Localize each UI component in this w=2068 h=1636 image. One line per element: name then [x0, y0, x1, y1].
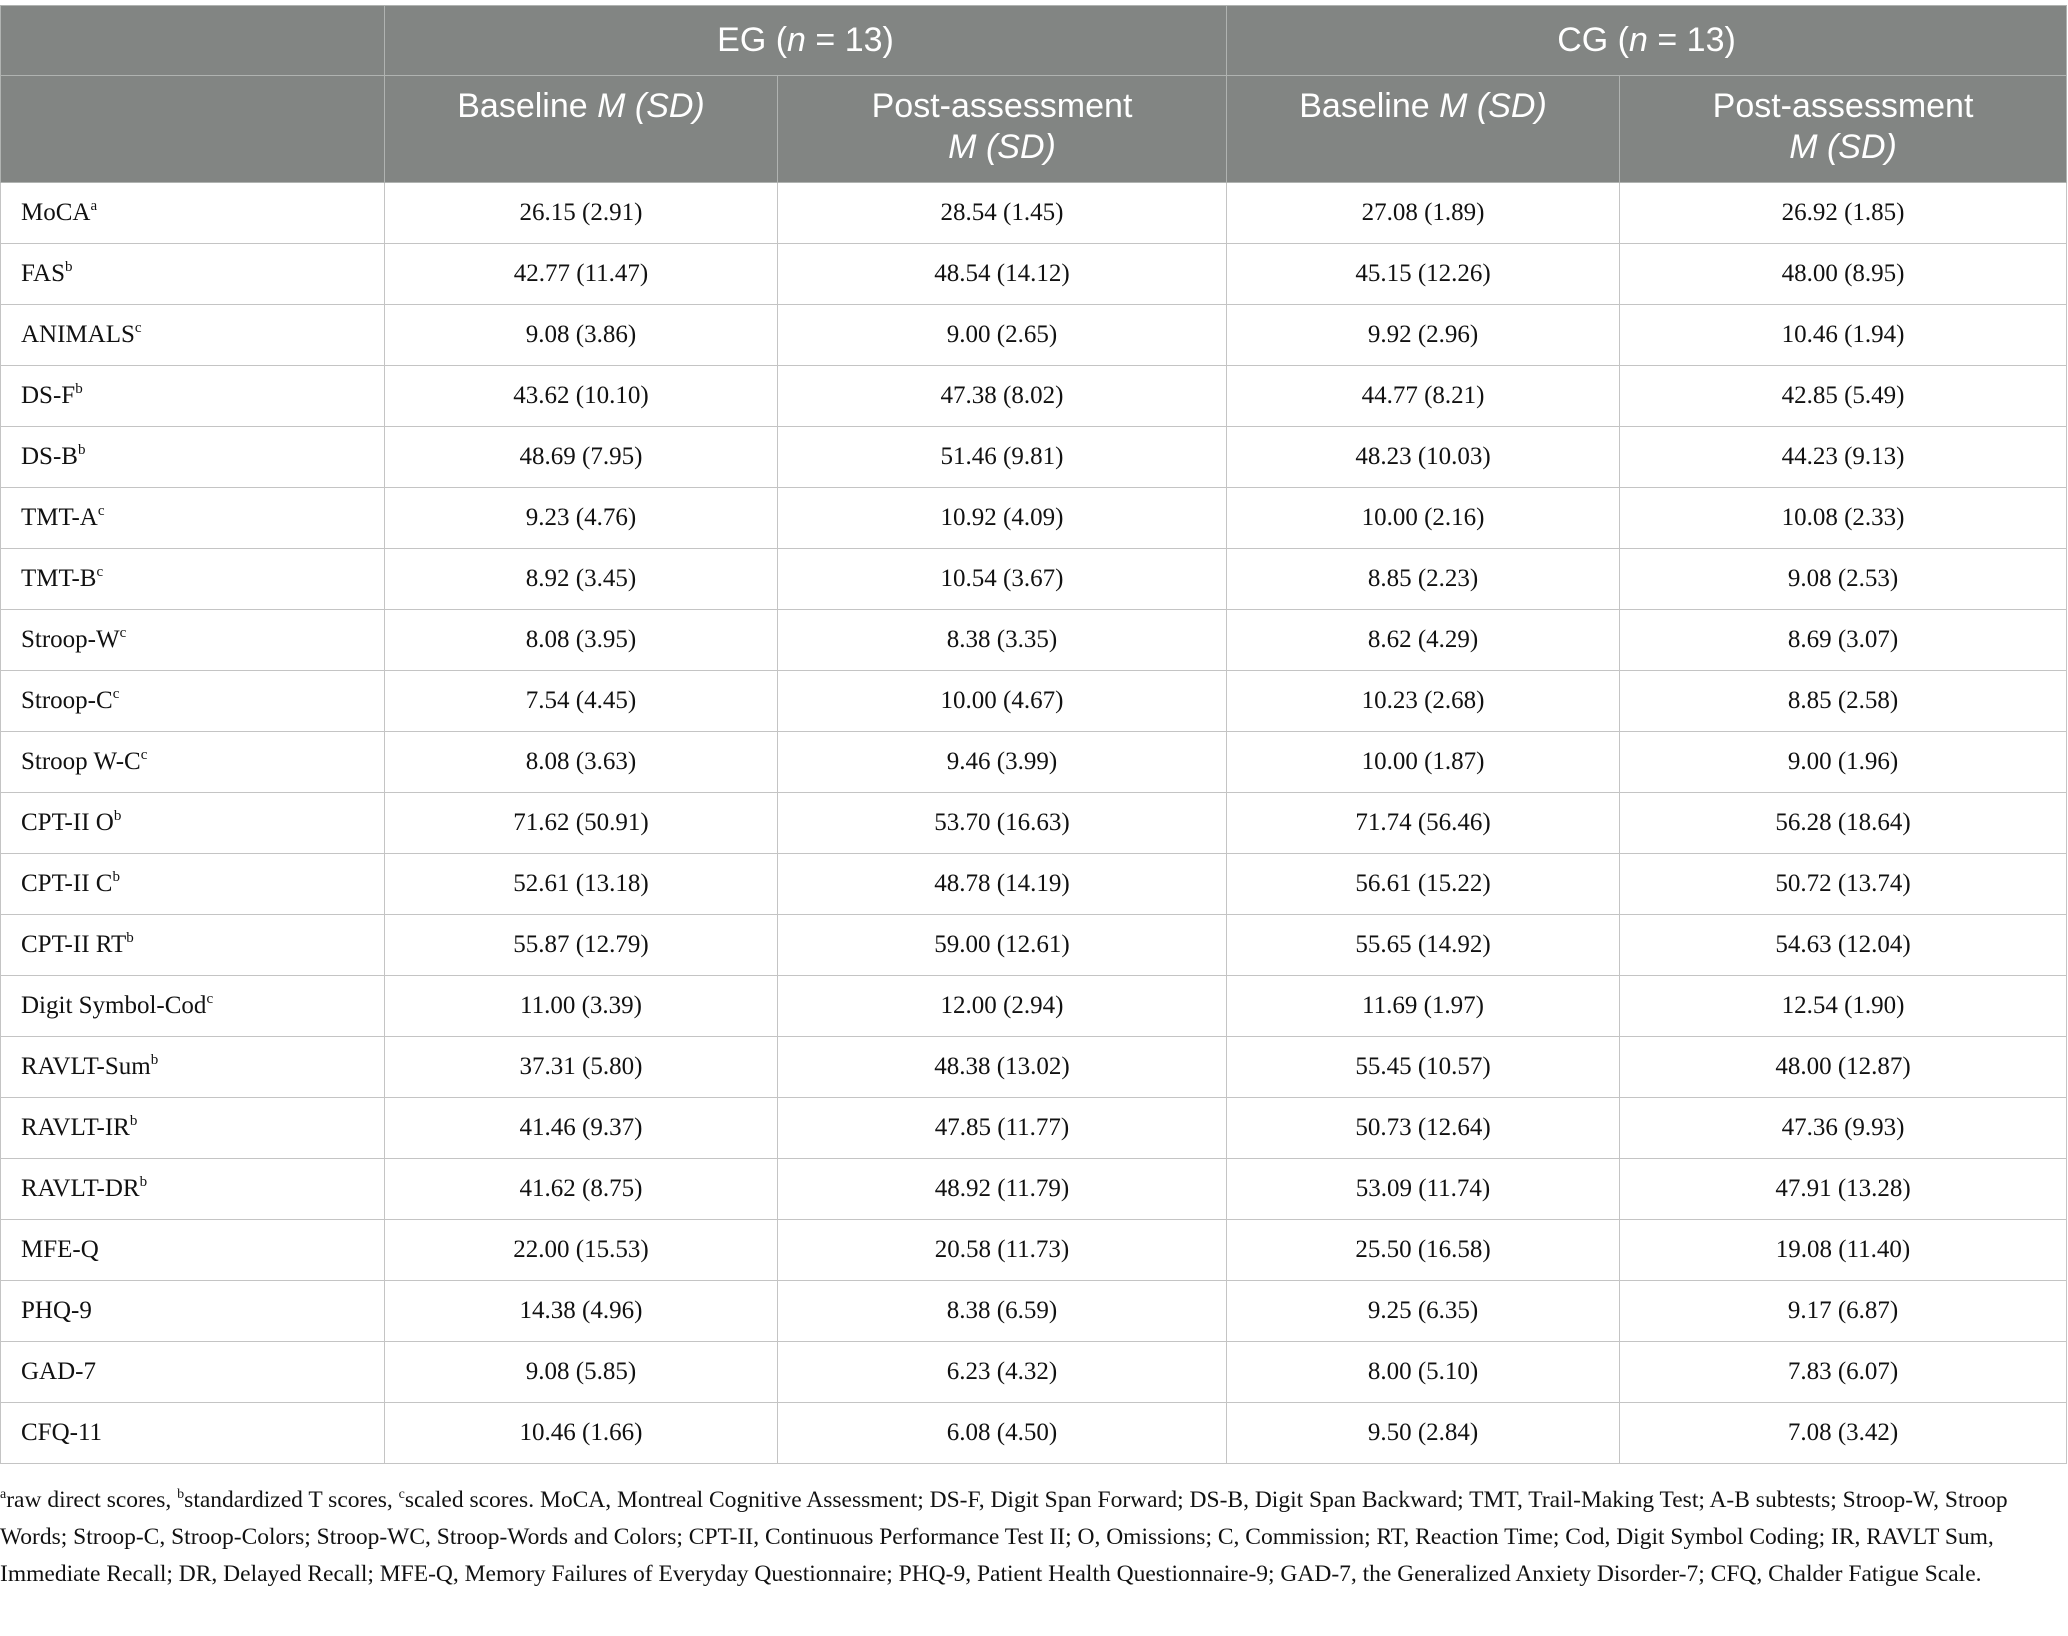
- table-row: [1, 244, 2067, 305]
- value-cell: 10.46 (1.66): [385, 1403, 778, 1464]
- value-cell: 47.85 (11.77): [778, 1098, 1227, 1159]
- footnote-text-b: standardized T scores,: [184, 1487, 399, 1513]
- table-wrapper: [0, 5, 2068, 1464]
- value-cell: 12.00 (2.94): [778, 976, 1227, 1037]
- value-cell: 7.08 (3.42): [1620, 1403, 2067, 1464]
- row-label-sup: b: [126, 930, 134, 946]
- row-label-sup: c: [134, 320, 142, 336]
- table-row: [1, 1159, 2067, 1220]
- value-cell: 53.70 (16.63): [778, 793, 1227, 854]
- value-cell: 41.62 (8.75): [385, 1159, 778, 1220]
- value-cell: 53.09 (11.74): [1227, 1159, 1620, 1220]
- value-cell: 9.08 (3.86): [385, 305, 778, 366]
- row-label-cell: [1, 793, 385, 854]
- value-cell: 11.69 (1.97): [1227, 976, 1620, 1037]
- value-cell: 26.15 (2.91): [385, 183, 778, 244]
- value-cell: 48.92 (11.79): [778, 1159, 1227, 1220]
- row-label-sup: c: [140, 747, 148, 763]
- row-label-cell: [1, 549, 385, 610]
- sub-header-row: [1, 76, 2067, 183]
- value-cell: 48.78 (14.19): [778, 854, 1227, 915]
- value-cell: 47.91 (13.28): [1620, 1159, 2067, 1220]
- sub-header-cg-baseline: Baseline M (SD): [1227, 76, 1620, 183]
- row-label: RAVLT-IR: [21, 1114, 130, 1141]
- value-cell: 9.00 (1.96): [1620, 732, 2067, 793]
- value-cell: 7.54 (4.45): [385, 671, 778, 732]
- row-label-cell: [1, 488, 385, 549]
- value-cell: 12.54 (1.90): [1620, 976, 2067, 1037]
- value-cell: 8.00 (5.10): [1227, 1342, 1620, 1403]
- value-cell: 44.77 (8.21): [1227, 366, 1620, 427]
- value-cell: 8.85 (2.58): [1620, 671, 2067, 732]
- row-label: Stroop-W: [21, 626, 120, 653]
- value-cell: 25.50 (16.58): [1227, 1220, 1620, 1281]
- footnote-sup-c: c: [398, 1487, 405, 1502]
- value-cell: 10.46 (1.94): [1620, 305, 2067, 366]
- row-label-cell: [1, 1159, 385, 1220]
- value-cell: 50.72 (13.74): [1620, 854, 2067, 915]
- table-row: [1, 427, 2067, 488]
- value-cell: 26.92 (1.85): [1620, 183, 2067, 244]
- row-label-cell: [1, 1342, 385, 1403]
- value-cell: 51.46 (9.81): [778, 427, 1227, 488]
- footnote: [0, 1482, 2040, 1593]
- value-cell: 10.00 (2.16): [1227, 488, 1620, 549]
- value-cell: 43.62 (10.10): [385, 366, 778, 427]
- row-label-sup: b: [65, 259, 73, 275]
- value-cell: 48.23 (10.03): [1227, 427, 1620, 488]
- value-cell: 52.61 (13.18): [385, 854, 778, 915]
- table-row: [1, 1098, 2067, 1159]
- header-blank-cell: [1, 76, 385, 183]
- value-cell: 8.69 (3.07): [1620, 610, 2067, 671]
- value-cell: 9.46 (3.99): [778, 732, 1227, 793]
- value-cell: 10.00 (4.67): [778, 671, 1227, 732]
- row-label-sup: c: [206, 991, 214, 1007]
- header-blank-cell: [1, 6, 385, 76]
- value-cell: 8.85 (2.23): [1227, 549, 1620, 610]
- value-cell: 48.54 (14.12): [778, 244, 1227, 305]
- value-cell: 10.08 (2.33): [1620, 488, 2067, 549]
- row-label: MoCA: [21, 199, 91, 226]
- value-cell: 71.62 (50.91): [385, 793, 778, 854]
- table-row: [1, 976, 2067, 1037]
- row-label-sup: a: [90, 198, 98, 214]
- value-cell: 19.08 (11.40): [1620, 1220, 2067, 1281]
- value-cell: 56.61 (15.22): [1227, 854, 1620, 915]
- value-cell: 10.92 (4.09): [778, 488, 1227, 549]
- value-cell: 55.87 (12.79): [385, 915, 778, 976]
- row-label-cell: [1, 1037, 385, 1098]
- value-cell: 8.38 (3.35): [778, 610, 1227, 671]
- row-label: PHQ-9: [21, 1297, 92, 1324]
- table-body: [1, 183, 2067, 1464]
- value-cell: 9.92 (2.96): [1227, 305, 1620, 366]
- value-cell: 55.45 (10.57): [1227, 1037, 1620, 1098]
- row-label-sup: b: [77, 442, 86, 458]
- value-cell: 48.00 (8.95): [1620, 244, 2067, 305]
- value-cell: 10.00 (1.87): [1227, 732, 1620, 793]
- value-cell: 10.23 (2.68): [1227, 671, 1620, 732]
- value-cell: 50.73 (12.64): [1227, 1098, 1620, 1159]
- row-label-cell: [1, 366, 385, 427]
- value-cell: 7.83 (6.07): [1620, 1342, 2067, 1403]
- table-row: [1, 793, 2067, 854]
- row-label-cell: [1, 610, 385, 671]
- footnote-sup-a: a: [0, 1487, 7, 1502]
- value-cell: 28.54 (1.45): [778, 183, 1227, 244]
- value-cell: 10.54 (3.67): [778, 549, 1227, 610]
- value-cell: 8.62 (4.29): [1227, 610, 1620, 671]
- group-header-eg: EG (n = 13): [385, 6, 1227, 76]
- value-cell: 11.00 (3.39): [385, 976, 778, 1037]
- table-row: [1, 610, 2067, 671]
- row-label-cell: [1, 183, 385, 244]
- value-cell: 27.08 (1.89): [1227, 183, 1620, 244]
- value-cell: 54.63 (12.04): [1620, 915, 2067, 976]
- sub-header-eg-post: Post-assessment M (SD): [778, 76, 1227, 183]
- table-row: [1, 549, 2067, 610]
- row-label: GAD-7: [21, 1358, 96, 1385]
- table-row: [1, 854, 2067, 915]
- value-cell: 71.74 (56.46): [1227, 793, 1620, 854]
- row-label-sup: c: [96, 564, 104, 580]
- value-cell: 9.08 (5.85): [385, 1342, 778, 1403]
- value-cell: 42.77 (11.47): [385, 244, 778, 305]
- value-cell: 44.23 (9.13): [1620, 427, 2067, 488]
- row-label-sup: b: [150, 1052, 159, 1068]
- value-cell: 20.58 (11.73): [778, 1220, 1227, 1281]
- value-cell: 22.00 (15.53): [385, 1220, 778, 1281]
- table-row: [1, 1342, 2067, 1403]
- row-label-cell: [1, 1281, 385, 1342]
- row-label-cell: [1, 305, 385, 366]
- row-label: Stroop W-C: [21, 748, 141, 775]
- value-cell: 9.50 (2.84): [1227, 1403, 1620, 1464]
- row-label-cell: [1, 671, 385, 732]
- value-cell: 59.00 (12.61): [778, 915, 1227, 976]
- row-label: DS-F: [21, 382, 76, 409]
- row-label-sup: c: [97, 503, 105, 519]
- value-cell: 47.36 (9.93): [1620, 1098, 2067, 1159]
- value-cell: 9.00 (2.65): [778, 305, 1227, 366]
- table-row: [1, 488, 2067, 549]
- footnote-sup-b: b: [177, 1487, 185, 1502]
- value-cell: 14.38 (4.96): [385, 1281, 778, 1342]
- group-header-row: [1, 6, 2067, 76]
- value-cell: 9.23 (4.76): [385, 488, 778, 549]
- results-table: [0, 5, 2067, 1464]
- row-label: MFE-Q: [21, 1236, 99, 1263]
- value-cell: 42.85 (5.49): [1620, 366, 2067, 427]
- sub-header-cg-post: Post-assessment M (SD): [1620, 76, 2067, 183]
- row-label: TMT-A: [21, 504, 98, 531]
- row-label-sup: b: [75, 381, 83, 397]
- row-label-sup: b: [112, 869, 120, 885]
- footnote-text-a: raw direct scores,: [6, 1487, 178, 1513]
- sub-header-eg-baseline: Baseline M (SD): [385, 76, 778, 183]
- row-label-cell: [1, 915, 385, 976]
- row-label: CFQ-11: [21, 1419, 103, 1446]
- row-label-sup: c: [112, 686, 120, 702]
- row-label-cell: [1, 1403, 385, 1464]
- row-label: TMT-B: [21, 565, 97, 592]
- row-label-cell: [1, 244, 385, 305]
- value-cell: 45.15 (12.26): [1227, 244, 1620, 305]
- value-cell: 55.65 (14.92): [1227, 915, 1620, 976]
- table-row: [1, 1403, 2067, 1464]
- table-row: [1, 305, 2067, 366]
- value-cell: 8.38 (6.59): [778, 1281, 1227, 1342]
- table-row: [1, 1037, 2067, 1098]
- value-cell: 9.08 (2.53): [1620, 549, 2067, 610]
- row-label: ANIMALS: [21, 321, 135, 348]
- row-label: Stroop-C: [21, 687, 113, 714]
- value-cell: 48.38 (13.02): [778, 1037, 1227, 1098]
- value-cell: 8.08 (3.95): [385, 610, 778, 671]
- footnote-text-c: scaled scores. MoCA, Montreal Cognitive Assessment; DS-F, Digit Span Forward; DS-B, Digit Span Backward; TMT, Trail-Making Test; A-B subtests; Stroop-W, Stroop Words; Stroop-C, Stroop-Colors; Stroop-WC, Stroop-Words and Colors; CPT-II, Continuous Performance Test II; O, Omissions; C, Commission; RT, Reaction Time; Cod, Digit Symbol Coding; IR, RAVLT Sum, Immediate Recall; DR, Delayed Recall; MFE-Q, Memory Failures of Everyday Questionnaire; PHQ-9, Patient Health Questionnaire-9; GAD-7, the Generalized Anxiety Disorder-7; CFQ, Chalder Fatigue Scale.: [0, 1487, 2008, 1587]
- row-label-cell: [1, 427, 385, 488]
- row-label-cell: [1, 854, 385, 915]
- row-label-sup: b: [129, 1113, 138, 1129]
- value-cell: 47.38 (8.02): [778, 366, 1227, 427]
- value-cell: 37.31 (5.80): [385, 1037, 778, 1098]
- value-cell: 48.00 (12.87): [1620, 1037, 2067, 1098]
- row-label-cell: [1, 1098, 385, 1159]
- row-label-cell: [1, 732, 385, 793]
- row-label: CPT-II C: [21, 870, 113, 897]
- value-cell: 9.17 (6.87): [1620, 1281, 2067, 1342]
- value-cell: 8.92 (3.45): [385, 549, 778, 610]
- table-row: [1, 1281, 2067, 1342]
- value-cell: 56.28 (18.64): [1620, 793, 2067, 854]
- row-label-sup: c: [119, 625, 127, 641]
- row-label-sup: b: [113, 808, 122, 824]
- value-cell: 48.69 (7.95): [385, 427, 778, 488]
- row-label-cell: [1, 976, 385, 1037]
- value-cell: 6.23 (4.32): [778, 1342, 1227, 1403]
- value-cell: 6.08 (4.50): [778, 1403, 1227, 1464]
- row-label: DS-B: [21, 443, 78, 470]
- row-label-sup: b: [139, 1174, 148, 1190]
- row-label: FAS: [21, 260, 66, 287]
- value-cell: 41.46 (9.37): [385, 1098, 778, 1159]
- row-label: RAVLT-Sum: [21, 1053, 151, 1080]
- table-row: [1, 671, 2067, 732]
- table-row: [1, 915, 2067, 976]
- table-row: [1, 732, 2067, 793]
- value-cell: 8.08 (3.63): [385, 732, 778, 793]
- table-row: [1, 366, 2067, 427]
- row-label: RAVLT-DR: [21, 1175, 140, 1202]
- row-label: CPT-II O: [21, 809, 114, 836]
- row-label: Digit Symbol-Cod: [21, 992, 207, 1019]
- value-cell: 9.25 (6.35): [1227, 1281, 1620, 1342]
- row-label: CPT-II RT: [21, 931, 127, 958]
- table-row: [1, 183, 2067, 244]
- group-header-cg: CG (n = 13): [1227, 6, 2067, 76]
- table-row: [1, 1220, 2067, 1281]
- row-label-cell: [1, 1220, 385, 1281]
